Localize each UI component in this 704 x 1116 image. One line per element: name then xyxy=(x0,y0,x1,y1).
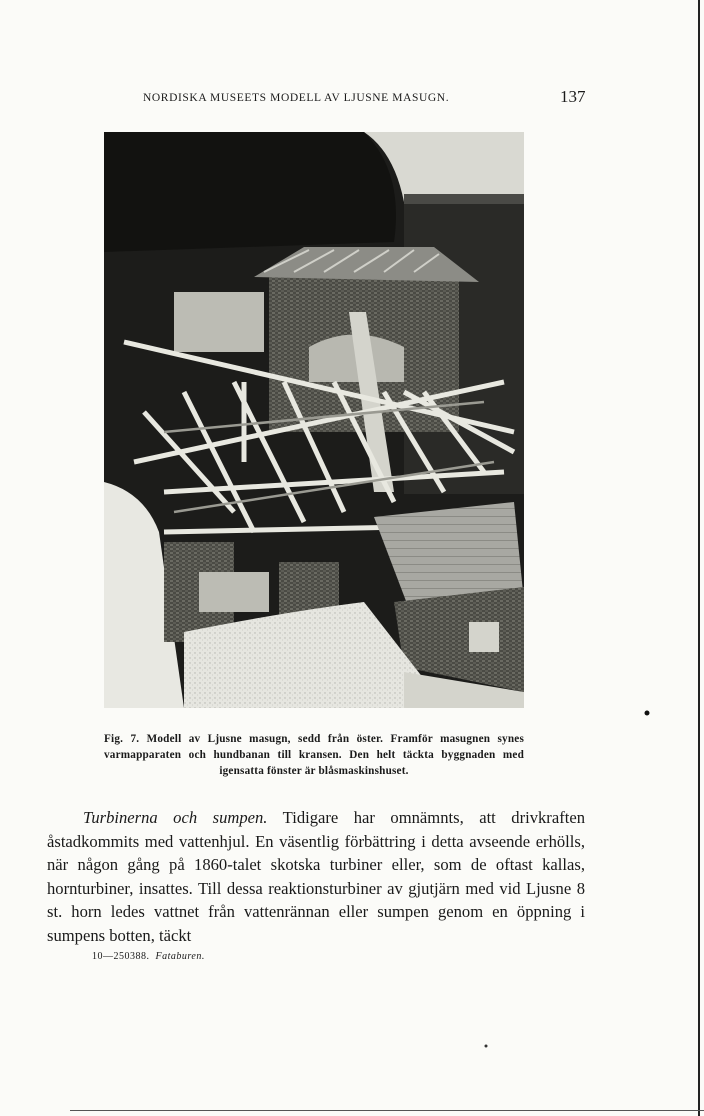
figure-caption: Fig. 7. Modell av Ljusne masugn, sedd från öster. Framför masugnen synes varmapparaten och hundbanan till kransen. Den helt täckta byggnaden med igensatta fönster är blåsmaskinshuset. xyxy=(104,733,524,777)
signature-number: 10—250388. xyxy=(92,951,150,962)
signature-title: Fataburen. xyxy=(155,951,205,962)
paragraph-text: Tidigare har omnämnts, att drivkraften åstadkommits med vattenhjul. En väsentlig förbättring i detta avseende erhölls, när någon gång på 1860-talet skotska turbiner eller, som de oftast kallas, hornturbiner, insattes. Till dessa reaktionsturbiner av gjutjärn med vid Ljusne 8 st. horn ledes vattnet från vattenrännan eller sumpen genom en öppning i sumpens botten, täckt xyxy=(47,808,585,945)
page-number: 137 xyxy=(560,87,586,106)
section-run-in-heading: Turbinerna och sumpen. xyxy=(83,808,268,827)
running-head: NORDISKA MUSEETS MODELL AV LJUSNE MASUGN. xyxy=(143,92,450,104)
